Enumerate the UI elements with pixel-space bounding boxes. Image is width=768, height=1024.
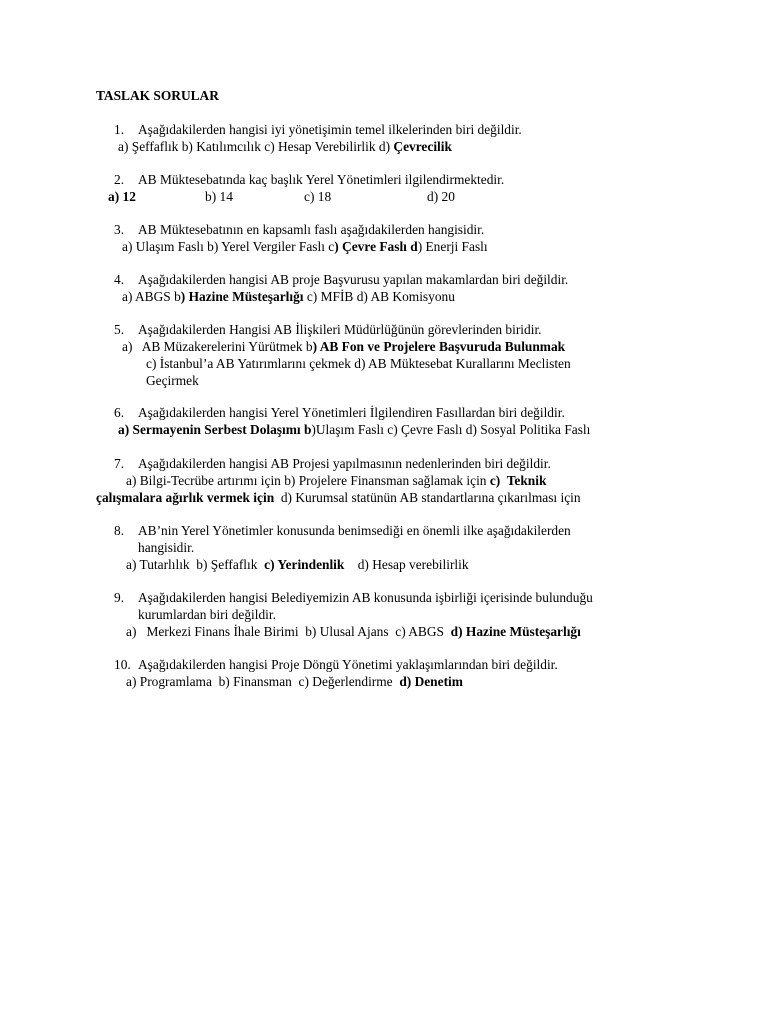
- document-title: TASLAK SORULAR: [96, 88, 219, 103]
- correct-answer: çalışmalara ağırlık vermek için: [96, 490, 275, 505]
- answer-options-line: [122, 238, 488, 255]
- answer-option: d) 20: [427, 189, 455, 204]
- answer-text: a) Bilgi-Tecrübe artırımı için b) Projelere Finansman sağlamak için: [126, 473, 490, 488]
- correct-answer: ) Hazine Müsteşarlığı: [180, 289, 304, 304]
- correct-answer: ) AB Fon ve Projelere Başvuruda Bulunmak: [312, 339, 566, 354]
- question-number: 1.: [114, 122, 125, 137]
- question-number: 7.: [114, 456, 125, 471]
- question-number: 5.: [114, 322, 125, 337]
- question-text: Aşağıdakilerden hangisi Yerel Yönetimleri İlgilendiren Fasıllardan biri değildir.: [138, 405, 565, 420]
- question-number: 4.: [114, 272, 125, 287]
- answer-text: ) Enerji Faslı: [417, 239, 488, 254]
- question-text: Aşağıdakilerden hangisi iyi yönetişimin temel ilkelerinden biri değildir.: [138, 122, 522, 137]
- answer-text: c) MFİB d) AB Komisyonu: [303, 289, 455, 304]
- correct-answer: d) Denetim: [399, 674, 463, 689]
- correct-answer: c) Teknik: [489, 473, 547, 488]
- answer-options-line: [96, 489, 581, 506]
- correct-answer: ) Çevre Faslı d: [334, 239, 418, 254]
- question-number: 3.: [114, 222, 125, 237]
- answer-option: a) 12: [108, 189, 136, 204]
- question-text: AB Müktesebatında kaç başlık Yerel Yönetimleri ilgilendirmektedir.: [138, 172, 505, 187]
- question-text: hangisidir.: [138, 540, 195, 555]
- question-text: Aşağıdakilerden hangisi AB Projesi yapılmasının nedenlerinden biri değildir.: [138, 456, 551, 471]
- answer-options-line: [146, 372, 199, 389]
- answer-options-line: [126, 623, 581, 640]
- answer-options-line: [126, 556, 469, 573]
- answer-text: )Ulaşım Faslı c) Çevre Faslı d) Sosyal Politika Faslı: [311, 422, 591, 437]
- question-number: 6.: [114, 405, 125, 420]
- question-text: AB Müktesebatının en kapsamlı faslı aşağıdakilerden hangisidir.: [138, 222, 485, 237]
- correct-answer: d) Hazine Müsteşarlığı: [450, 624, 581, 639]
- answer-text: a) Tutarlılık b) Şeffaflık: [126, 557, 265, 572]
- question-number: 8.: [114, 523, 125, 538]
- answer-options-line: [126, 673, 463, 690]
- correct-answer: a) Sermayenin Serbest Dolaşımı b: [118, 422, 312, 437]
- answer-option: b) 14: [205, 189, 233, 204]
- answer-text: a) Merkezi Finans İhale Birimi b) Ulusal Ajans c) ABGS: [126, 624, 451, 639]
- answer-text: c) İstanbul’a AB Yatırımlarını çekmek d) AB Müktesebat Kurallarını Meclisten: [146, 356, 571, 371]
- answer-text: d) Kurumsal statünün AB standartlarına çıkarılması için: [274, 490, 581, 505]
- answer-text: a) ABGS b: [122, 289, 181, 304]
- answer-text: d) Hesap verebilirlik: [344, 557, 469, 572]
- answer-options-line: [122, 338, 565, 355]
- answer-text: a) Ulaşım Faslı b) Yerel Vergiler Faslı c: [122, 239, 335, 254]
- question-text: Aşağıdakilerden hangisi Belediyemizin AB konusunda işbirliği içerisinde bulunduğu: [138, 590, 593, 605]
- correct-answer: Çevrecilik: [393, 139, 452, 154]
- answer-options-line: [122, 288, 455, 305]
- answer-option: c) 18: [304, 189, 332, 204]
- question-text: Aşağıdakilerden Hangisi AB İlişkileri Müdürlüğünün görevlerinden biridir.: [138, 322, 542, 337]
- answer-text: a) Programlama b) Finansman c) Değerlendirme: [126, 674, 400, 689]
- question-text: Aşağıdakilerden hangisi AB proje Başvurusu yapılan makamlardan biri değildir.: [138, 272, 569, 287]
- question-number: 2.: [114, 172, 125, 187]
- question-number: 9.: [114, 590, 125, 605]
- answer-options-line: [118, 138, 452, 155]
- answer-text: a) Şeffaflık b) Katılımcılık c) Hesap Verebilirlik d): [118, 139, 394, 154]
- question-text: AB’nin Yerel Yönetimler konusunda benimsediği en önemli ilke aşağıdakilerden: [138, 523, 571, 538]
- correct-answer: c) Yerindenlik: [264, 557, 345, 572]
- answer-options-line: [118, 421, 590, 438]
- answer-text: a) AB Müzakerelerini Yürütmek b: [122, 339, 313, 354]
- answer-text: Geçirmek: [146, 373, 199, 388]
- answer-options-line: [146, 355, 571, 372]
- question-text: kurumlardan biri değildir.: [138, 607, 276, 622]
- question-text: Aşağıdakilerden hangisi Proje Döngü Yönetimi yaklaşımlarından biri değildir.: [138, 657, 558, 672]
- answer-options-line: [126, 472, 546, 489]
- question-number: 10.: [114, 657, 131, 672]
